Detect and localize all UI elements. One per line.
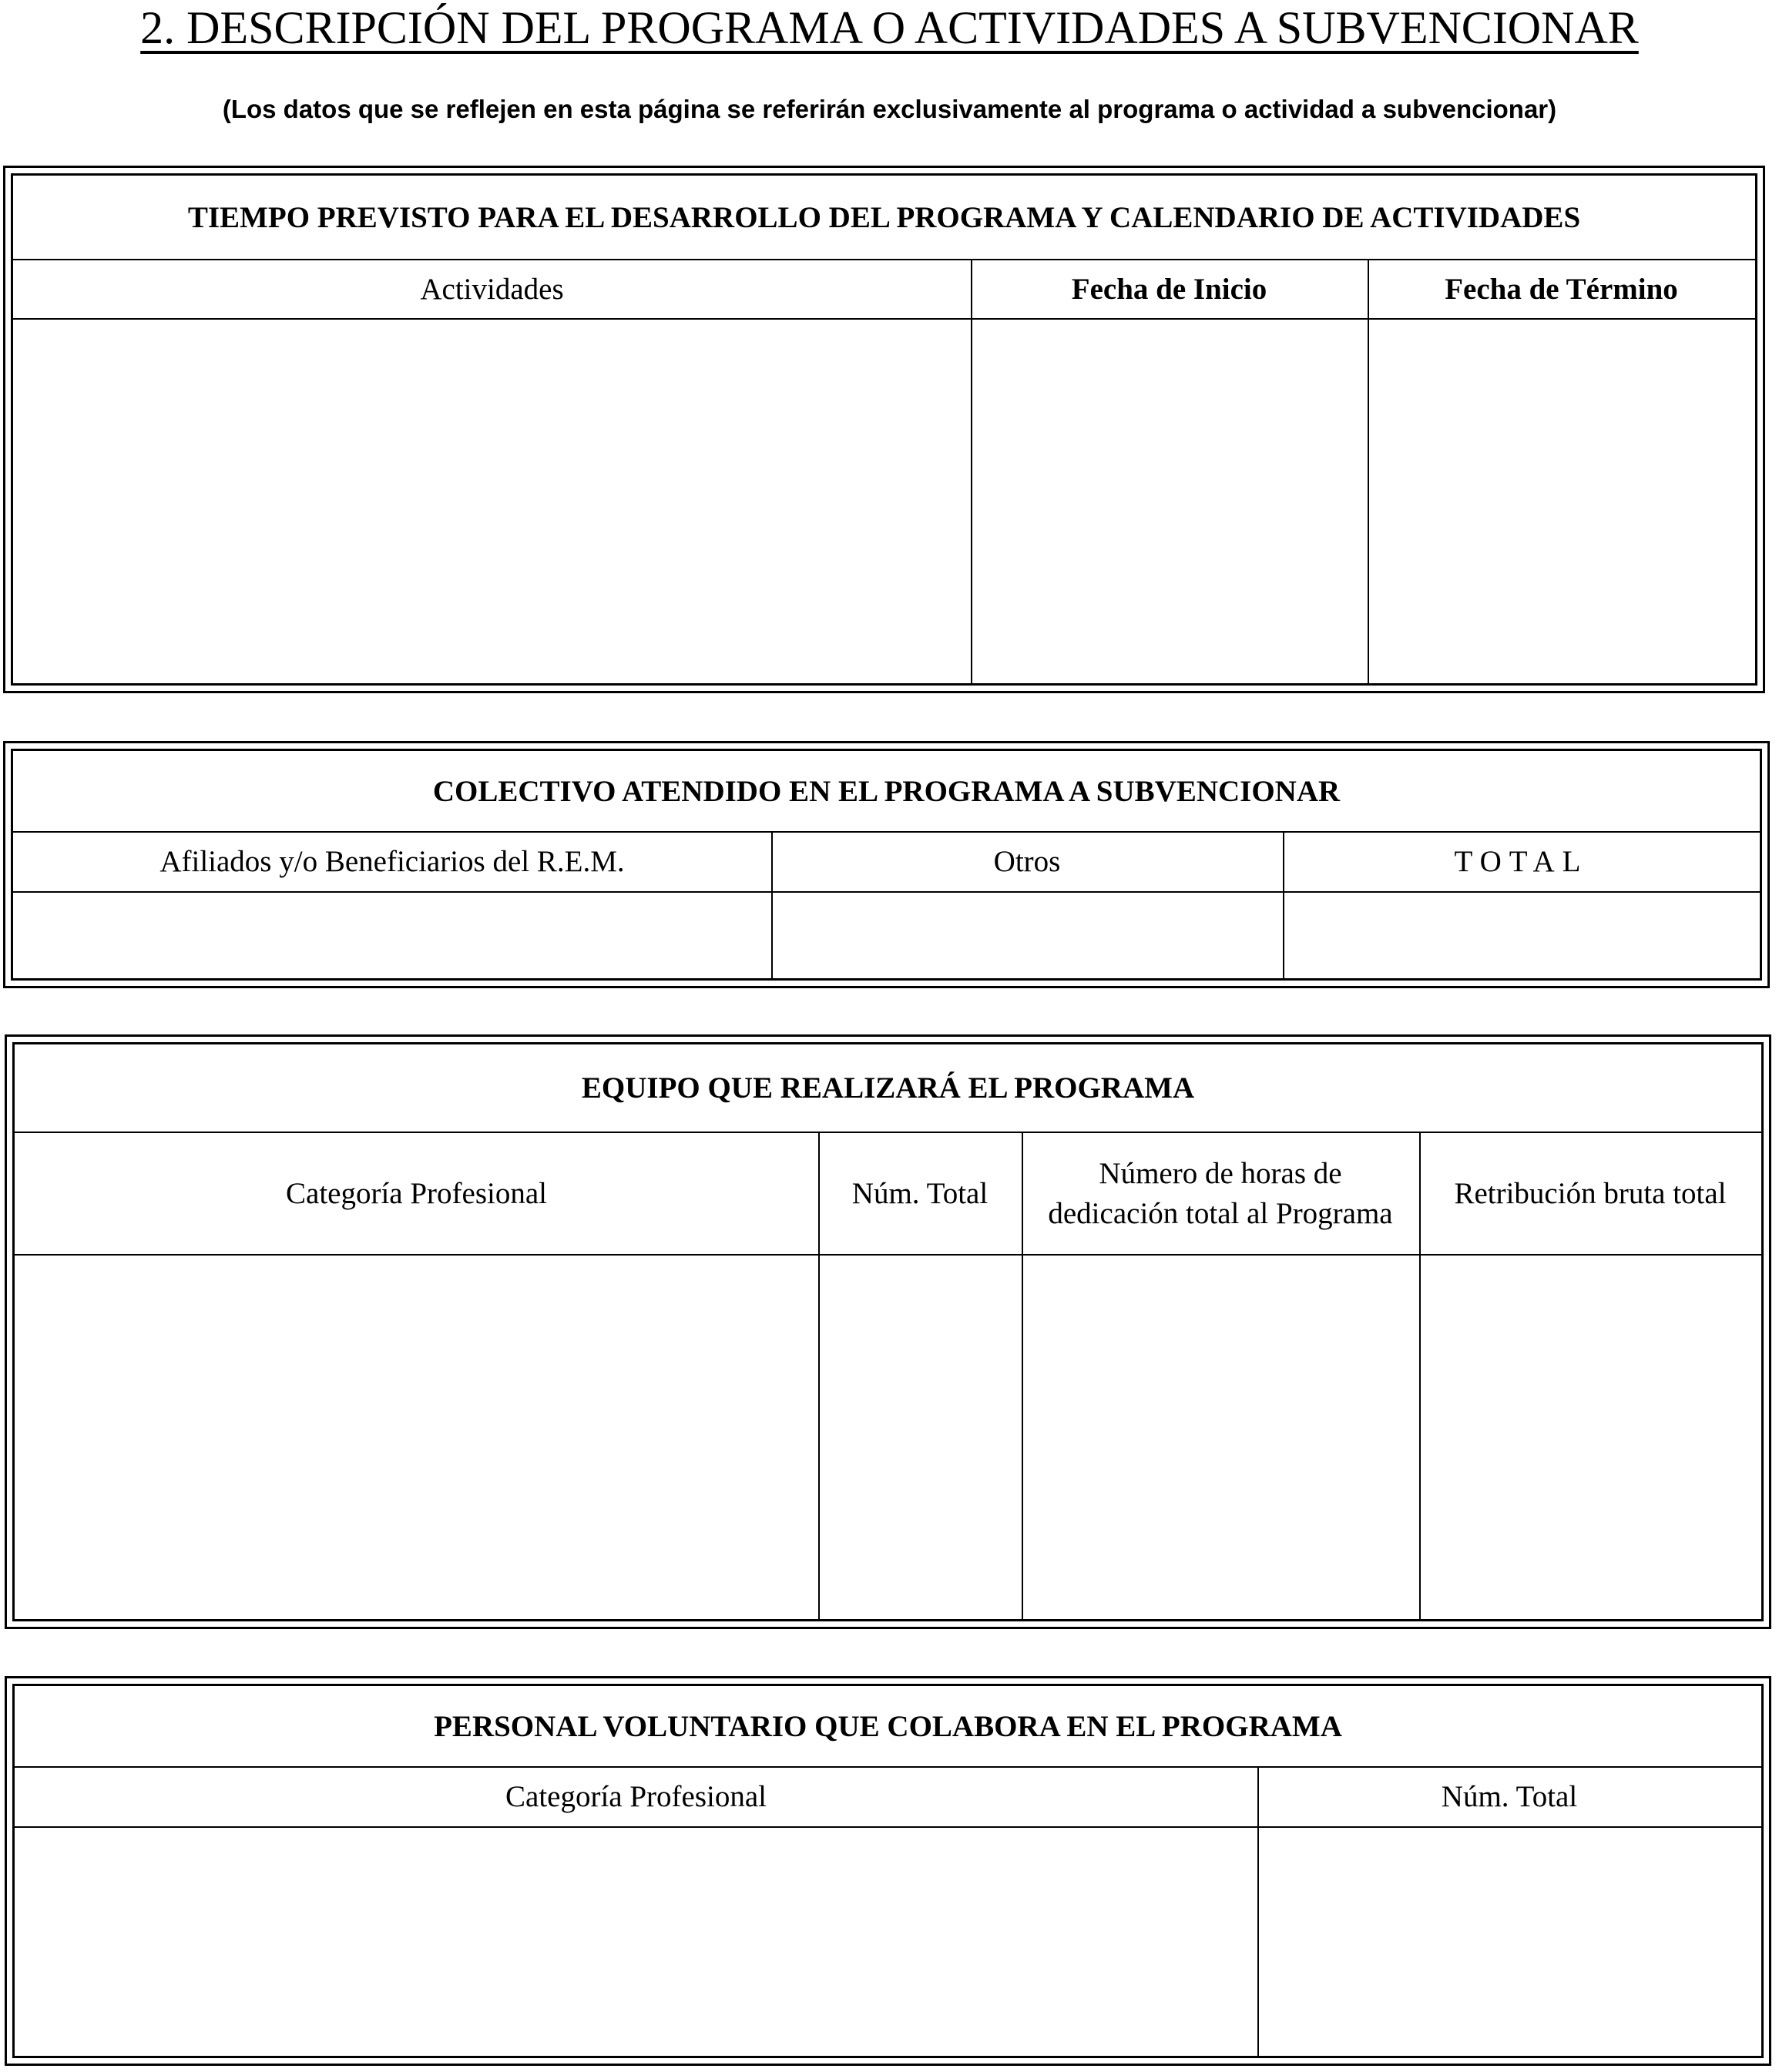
equipo-section <box>5 1034 1771 1629</box>
col-categoria: Categoría Profesional <box>15 1133 818 1256</box>
retribucion-entry[interactable] <box>1419 1256 1761 1619</box>
voluntario-section <box>5 1676 1771 2066</box>
col-fecha-inicio: Fecha de Inicio <box>971 260 1368 320</box>
col-num-total-voluntario: Núm. Total <box>1257 1768 1761 1828</box>
horas-entry[interactable] <box>1022 1256 1419 1619</box>
categoria-entry[interactable] <box>15 1256 818 1619</box>
col-categoria-voluntario: Categoría Profesional <box>15 1768 1257 1828</box>
col-fecha-termino: Fecha de Término <box>1368 260 1755 320</box>
col-actividades: Actividades <box>13 260 971 320</box>
col-total: TOTAL <box>1283 833 1760 893</box>
col-num-total: Núm. Total <box>818 1133 1022 1256</box>
page-title: 2. DESCRIPCIÓN DEL PROGRAMA O ACTIVIDADES A SUBVENCIONAR <box>140 2 1639 53</box>
colectivo-heading: COLECTIVO ATENDIDO EN EL PROGRAMA A SUBVENCIONAR <box>13 751 1760 833</box>
fecha-termino-entry[interactable] <box>1368 320 1755 683</box>
col-retribucion: Retribución bruta total <box>1419 1133 1761 1256</box>
num-total-voluntario-entry[interactable] <box>1257 1828 1761 2056</box>
otros-entry[interactable] <box>771 893 1283 978</box>
col-afiliados: Afiliados y/o Beneficiarios del R.E.M. <box>13 833 771 893</box>
voluntario-heading: PERSONAL VOLUNTARIO QUE COLABORA EN EL PROGRAMA <box>15 1686 1761 1768</box>
fecha-inicio-entry[interactable] <box>971 320 1368 683</box>
afiliados-entry[interactable] <box>13 893 771 978</box>
calendar-section <box>3 166 1765 693</box>
col-otros: Otros <box>771 833 1283 893</box>
num-total-entry[interactable] <box>818 1256 1022 1619</box>
calendar-heading: TIEMPO PREVISTO PARA EL DESARROLLO DEL PROGRAMA Y CALENDARIO DE ACTIVIDADES <box>13 176 1755 260</box>
actividades-entry[interactable] <box>13 320 971 683</box>
colectivo-section <box>3 741 1770 988</box>
categoria-voluntario-entry[interactable] <box>15 1828 1257 2056</box>
page-subtitle: (Los datos que se reflejen en esta página se referirán exclusivamente al programa o actividad a subvencionar) <box>222 95 1557 123</box>
total-entry[interactable] <box>1283 893 1760 978</box>
equipo-heading: EQUIPO QUE REALIZARÁ EL PROGRAMA <box>15 1044 1761 1133</box>
col-horas: Número de horas de dedicación total al Programa <box>1022 1133 1419 1256</box>
